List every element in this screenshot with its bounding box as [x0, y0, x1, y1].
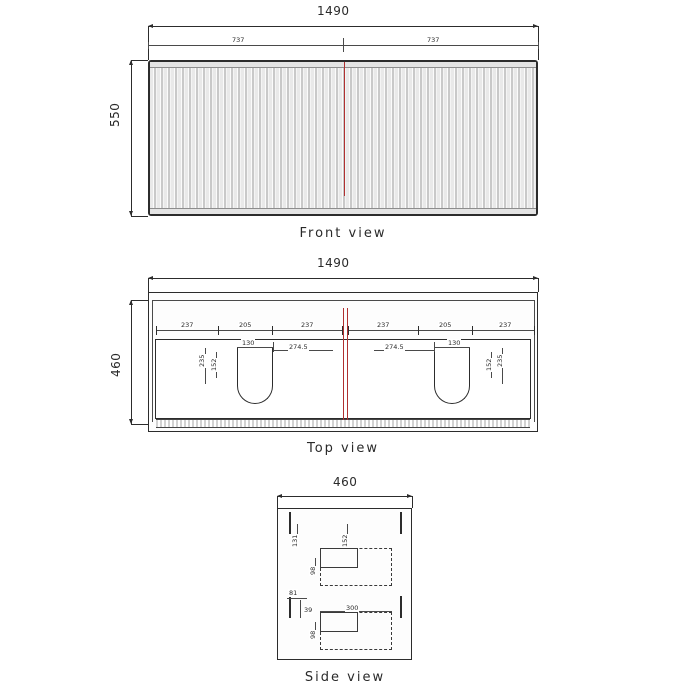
- top-basin-right-dim-130: 130: [448, 339, 461, 347]
- side-ext-line-left: [277, 496, 278, 508]
- side-bracket-left-top: [289, 512, 291, 534]
- side-bracket-left-bottom: [289, 596, 291, 618]
- top-overall-dim-line: [148, 278, 538, 279]
- top-dim-value-3: 237: [301, 321, 314, 329]
- top-basin-left-dim-inner: 274.5: [289, 343, 308, 351]
- top-overall-width-value: 1490: [314, 259, 353, 267]
- side-depth-value: 460: [330, 478, 360, 486]
- top-view-basin-right: [434, 348, 470, 404]
- top-dim-tick-6: [418, 326, 419, 335]
- front-door-dim-line-right: [343, 45, 538, 46]
- side-depth-dim-line: [277, 496, 412, 497]
- top-basin-right-dim-152: 152: [485, 358, 493, 371]
- top-basin-left-dim-152: 152: [210, 358, 218, 371]
- front-door-width-right: 737: [427, 36, 440, 44]
- side-dim-value-39: 39: [304, 606, 313, 614]
- top-dim-tick-3: [272, 326, 273, 335]
- front-height-ext-bottom: [131, 216, 148, 217]
- top-depth-dim-line: [131, 300, 132, 424]
- front-height-ext-top: [131, 60, 148, 61]
- front-cabinet-bottom-cap: [150, 208, 536, 214]
- front-door-tick-mid: [343, 38, 344, 52]
- front-door-tick-1: [148, 42, 149, 49]
- top-depth-ext-bottom: [131, 424, 149, 425]
- side-view-label: Side view: [304, 670, 386, 685]
- side-ext-line-right: [412, 496, 413, 508]
- side-bracket-right-bottom: [400, 596, 402, 618]
- top-dim-tick-7: [472, 326, 473, 335]
- side-lower-drawer-solid: [320, 612, 358, 632]
- top-benchtop-line: [152, 300, 534, 301]
- top-dim-tick-8: [534, 326, 535, 335]
- side-dim-value-300: 300: [346, 604, 359, 612]
- top-ext-line-left: [148, 278, 149, 292]
- front-view-cabinet: [148, 60, 538, 216]
- front-door-tick-2: [538, 42, 539, 49]
- top-basin-left-dim-130: 130: [242, 339, 255, 347]
- top-view-ribbed-front: [156, 419, 530, 428]
- side-dim-value-131: 131: [291, 534, 299, 547]
- top-view-label: Top view: [306, 441, 379, 456]
- front-door-width-left: 737: [232, 36, 245, 44]
- top-dim-value-6: 237: [499, 321, 512, 329]
- front-centerline: [344, 62, 345, 196]
- top-dim-tick-4: [342, 326, 343, 335]
- top-basin-right-dim-235: 235: [496, 354, 504, 367]
- side-dim-value-81: 81: [289, 589, 298, 597]
- top-centerline-b: [347, 308, 348, 420]
- top-basin-right-dim-inner: 274.5: [385, 343, 404, 351]
- top-dim-value-2: 205: [239, 321, 252, 329]
- front-overall-height-value: 550: [111, 100, 119, 130]
- side-dim-value-98b: 98: [309, 630, 317, 639]
- top-centerline-a: [343, 308, 344, 420]
- front-view-label: Front view: [299, 226, 387, 241]
- top-depth-ext-top: [131, 300, 149, 301]
- top-view-basin-left: [237, 348, 273, 404]
- side-dim-line-39: [300, 600, 301, 618]
- top-dim-tick-5: [348, 326, 349, 335]
- top-benchtop-line-right: [534, 300, 535, 422]
- side-upper-drawer-solid: [320, 548, 358, 568]
- side-dim-value-98a: 98: [309, 566, 317, 575]
- top-dim-value-4: 237: [377, 321, 390, 329]
- side-bracket-right-top: [400, 512, 402, 534]
- side-dim-value-152: 152: [341, 534, 349, 547]
- top-basin-left-dim-235: 235: [198, 354, 206, 367]
- top-dim-value-5: 205: [439, 321, 452, 329]
- side-dim-line-81: [287, 598, 307, 599]
- top-dim-strip-left: [156, 330, 342, 331]
- top-basin-right-rim: [434, 347, 470, 348]
- top-overall-depth-value: 460: [112, 350, 120, 380]
- front-cabinet-top-cap: [150, 62, 536, 68]
- front-height-dim-line: [131, 60, 132, 216]
- top-ext-line-right: [538, 278, 539, 292]
- front-overall-dim-line: [148, 26, 538, 27]
- top-dim-tick-2: [218, 326, 219, 335]
- top-basin-left-rim: [237, 347, 273, 348]
- front-overall-width-value: 1490: [314, 7, 353, 15]
- top-dim-strip-right: [348, 330, 534, 331]
- front-door-dim-line-left: [148, 45, 343, 46]
- top-basin-right-edge-tick: [434, 342, 435, 352]
- top-dim-value-1: 237: [181, 321, 194, 329]
- top-dim-tick-1: [156, 326, 157, 335]
- top-benchtop-line-left: [152, 300, 153, 422]
